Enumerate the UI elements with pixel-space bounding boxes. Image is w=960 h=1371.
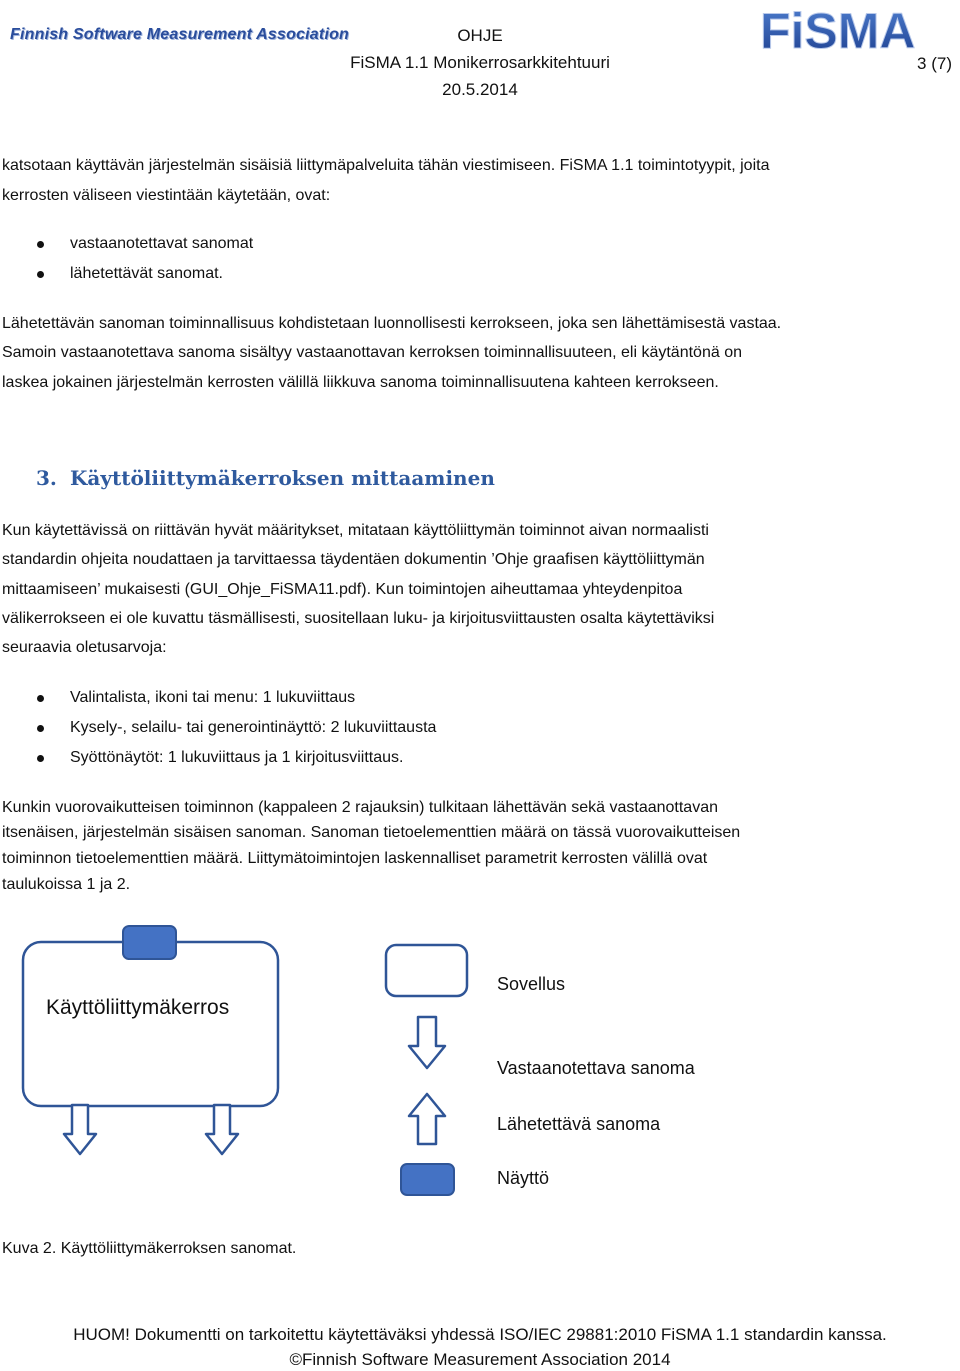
paragraph-2-line-3: laskea jokainen järjestelmän kerrosten välillä liikkuva sanoma toiminnallisuutena kahteen kerrokseen. (2, 374, 719, 391)
fisma-logo (760, 2, 956, 58)
received-message-arrow-icon (206, 1105, 238, 1154)
paragraph-1-line-2: kerrosten väliseen viestintään käytetään, ovat: (2, 187, 331, 204)
header-organization: Finnish Software Measurement Association (10, 26, 350, 43)
application-legend-icon (386, 945, 467, 996)
ui-layer-box (23, 942, 278, 1106)
paragraph-4-line: toiminnon tietoelementtien määrä. Liittymätoimintojen laskennalliset parametrit kerrosten välillä ovat (2, 850, 708, 867)
received-message-arrow-icon (64, 1105, 96, 1154)
screen-icon (123, 926, 176, 959)
paragraph-2-line-1: Lähetettävän sanoman toiminnallisuus kohdistetaan luonnollisesti kerrokseen, joka sen lähettämisestä vastaa. (2, 315, 782, 332)
legend-sent-label: Lähetettävä sanoma (497, 1114, 661, 1134)
bullet-list-1-item: vastaanotettavat sanomat (70, 229, 253, 259)
header-doc-title: FiSMA 1.1 Monikerrosarkkitehtuuri (350, 53, 610, 72)
bullet-list-2-item: Kysely-, selailu- tai generointinäyttö: 2 lukuviittausta (70, 713, 436, 743)
paragraph-3-line: Kun käytettävissä on riittävän hyvät määritykset, mitataan käyttöliittymän toiminnot aivan normaalisti (2, 522, 709, 539)
paragraph-3-line: standardin ohjeita noudattaen ja tarvittaessa täydentäen dokumentin ’Ohje graafisen käyttöliittymän (2, 551, 705, 568)
legend-application-label: Sovellus (497, 974, 566, 994)
ui-layer-label: Käyttöliittymäkerros (46, 996, 230, 1019)
bullet-icon (37, 695, 44, 702)
section-number: 3. (36, 466, 57, 490)
svg-text:FiSMA: FiSMA (760, 3, 916, 58)
header-doc-type: OHJE (457, 26, 503, 45)
paragraph-1-line-1: katsotaan käyttävän järjestelmän sisäisiä liittymäpalveluita tähän viestimiseen. FiSMA 1.1 toimintotyypit, joita (2, 157, 770, 174)
paragraph-3-line: välikerrokseen ei ole kuvattu täsmällisesti, suositellaan luku- ja kirjoitusviittausten osalta käytettäviksi (2, 610, 715, 627)
section-heading (36, 466, 495, 490)
legend-received-label: Vastaanotettava sanoma (497, 1058, 695, 1078)
figure-caption: Kuva 2. Käyttöliittymäkerroksen sanomat. (2, 1240, 297, 1257)
bullet-list-2-item: Syöttönäytöt: 1 lukuviittaus ja 1 kirjoitusviittaus. (70, 743, 404, 773)
sent-legend-arrow-icon (409, 1094, 445, 1144)
header-date: 20.5.2014 (442, 80, 518, 99)
bullet-list-2-item: Valintalista, ikoni tai menu: 1 lukuviittaus (70, 683, 355, 713)
paragraph-4-line: itsenäisen, järjestelmän sisäisen sanoman. Sanoman tietoelementtien määrä on tässä vuorovaikutteisen (2, 824, 741, 841)
paragraph-4-line: taulukoissa 1 ja 2. (2, 876, 131, 893)
bullet-icon (37, 725, 44, 732)
bullet-icon (37, 271, 44, 278)
section-title: Käyttöliittymäkerroksen mittaaminen (70, 466, 495, 490)
header-page-number: 3 (7) (917, 54, 952, 73)
screen-legend-icon (401, 1164, 454, 1195)
footer-notice: HUOM! Dokumentti on tarkoitettu käytettäväksi yhdessä ISO/IEC 29881:2010 FiSMA 1.1 standardin kanssa. (73, 1325, 887, 1344)
bullet-list-1-item: lähetettävät sanomat. (70, 259, 223, 289)
paragraph-4-line: Kunkin vuorovaikutteisen toiminnon (kappaleen 2 rajauksin) tulkitaan lähettävän sekä vastaanottavan (2, 799, 718, 816)
legend-screen-label: Näyttö (497, 1168, 550, 1188)
bullet-icon (37, 755, 44, 762)
paragraph-3-line: mittaamiseen’ mukaisesti (GUI_Ohje_FiSMA11.pdf). Kun toimintojen aiheuttamaa yhteydenpitoa (2, 581, 683, 598)
paragraph-2-line-2: Samoin vastaanotettava sanoma sisältyy vastaanottavan kerroksen toiminnallisuuteen, eli käytäntönä on (2, 344, 742, 361)
bullet-icon (37, 241, 44, 248)
received-legend-arrow-icon (409, 1017, 445, 1068)
layer-diagram (0, 920, 960, 1240)
paragraph-3-line: seuraavia oletusarvoja: (2, 639, 167, 656)
footer-copyright: ©Finnish Software Measurement Association 2014 (289, 1350, 671, 1369)
